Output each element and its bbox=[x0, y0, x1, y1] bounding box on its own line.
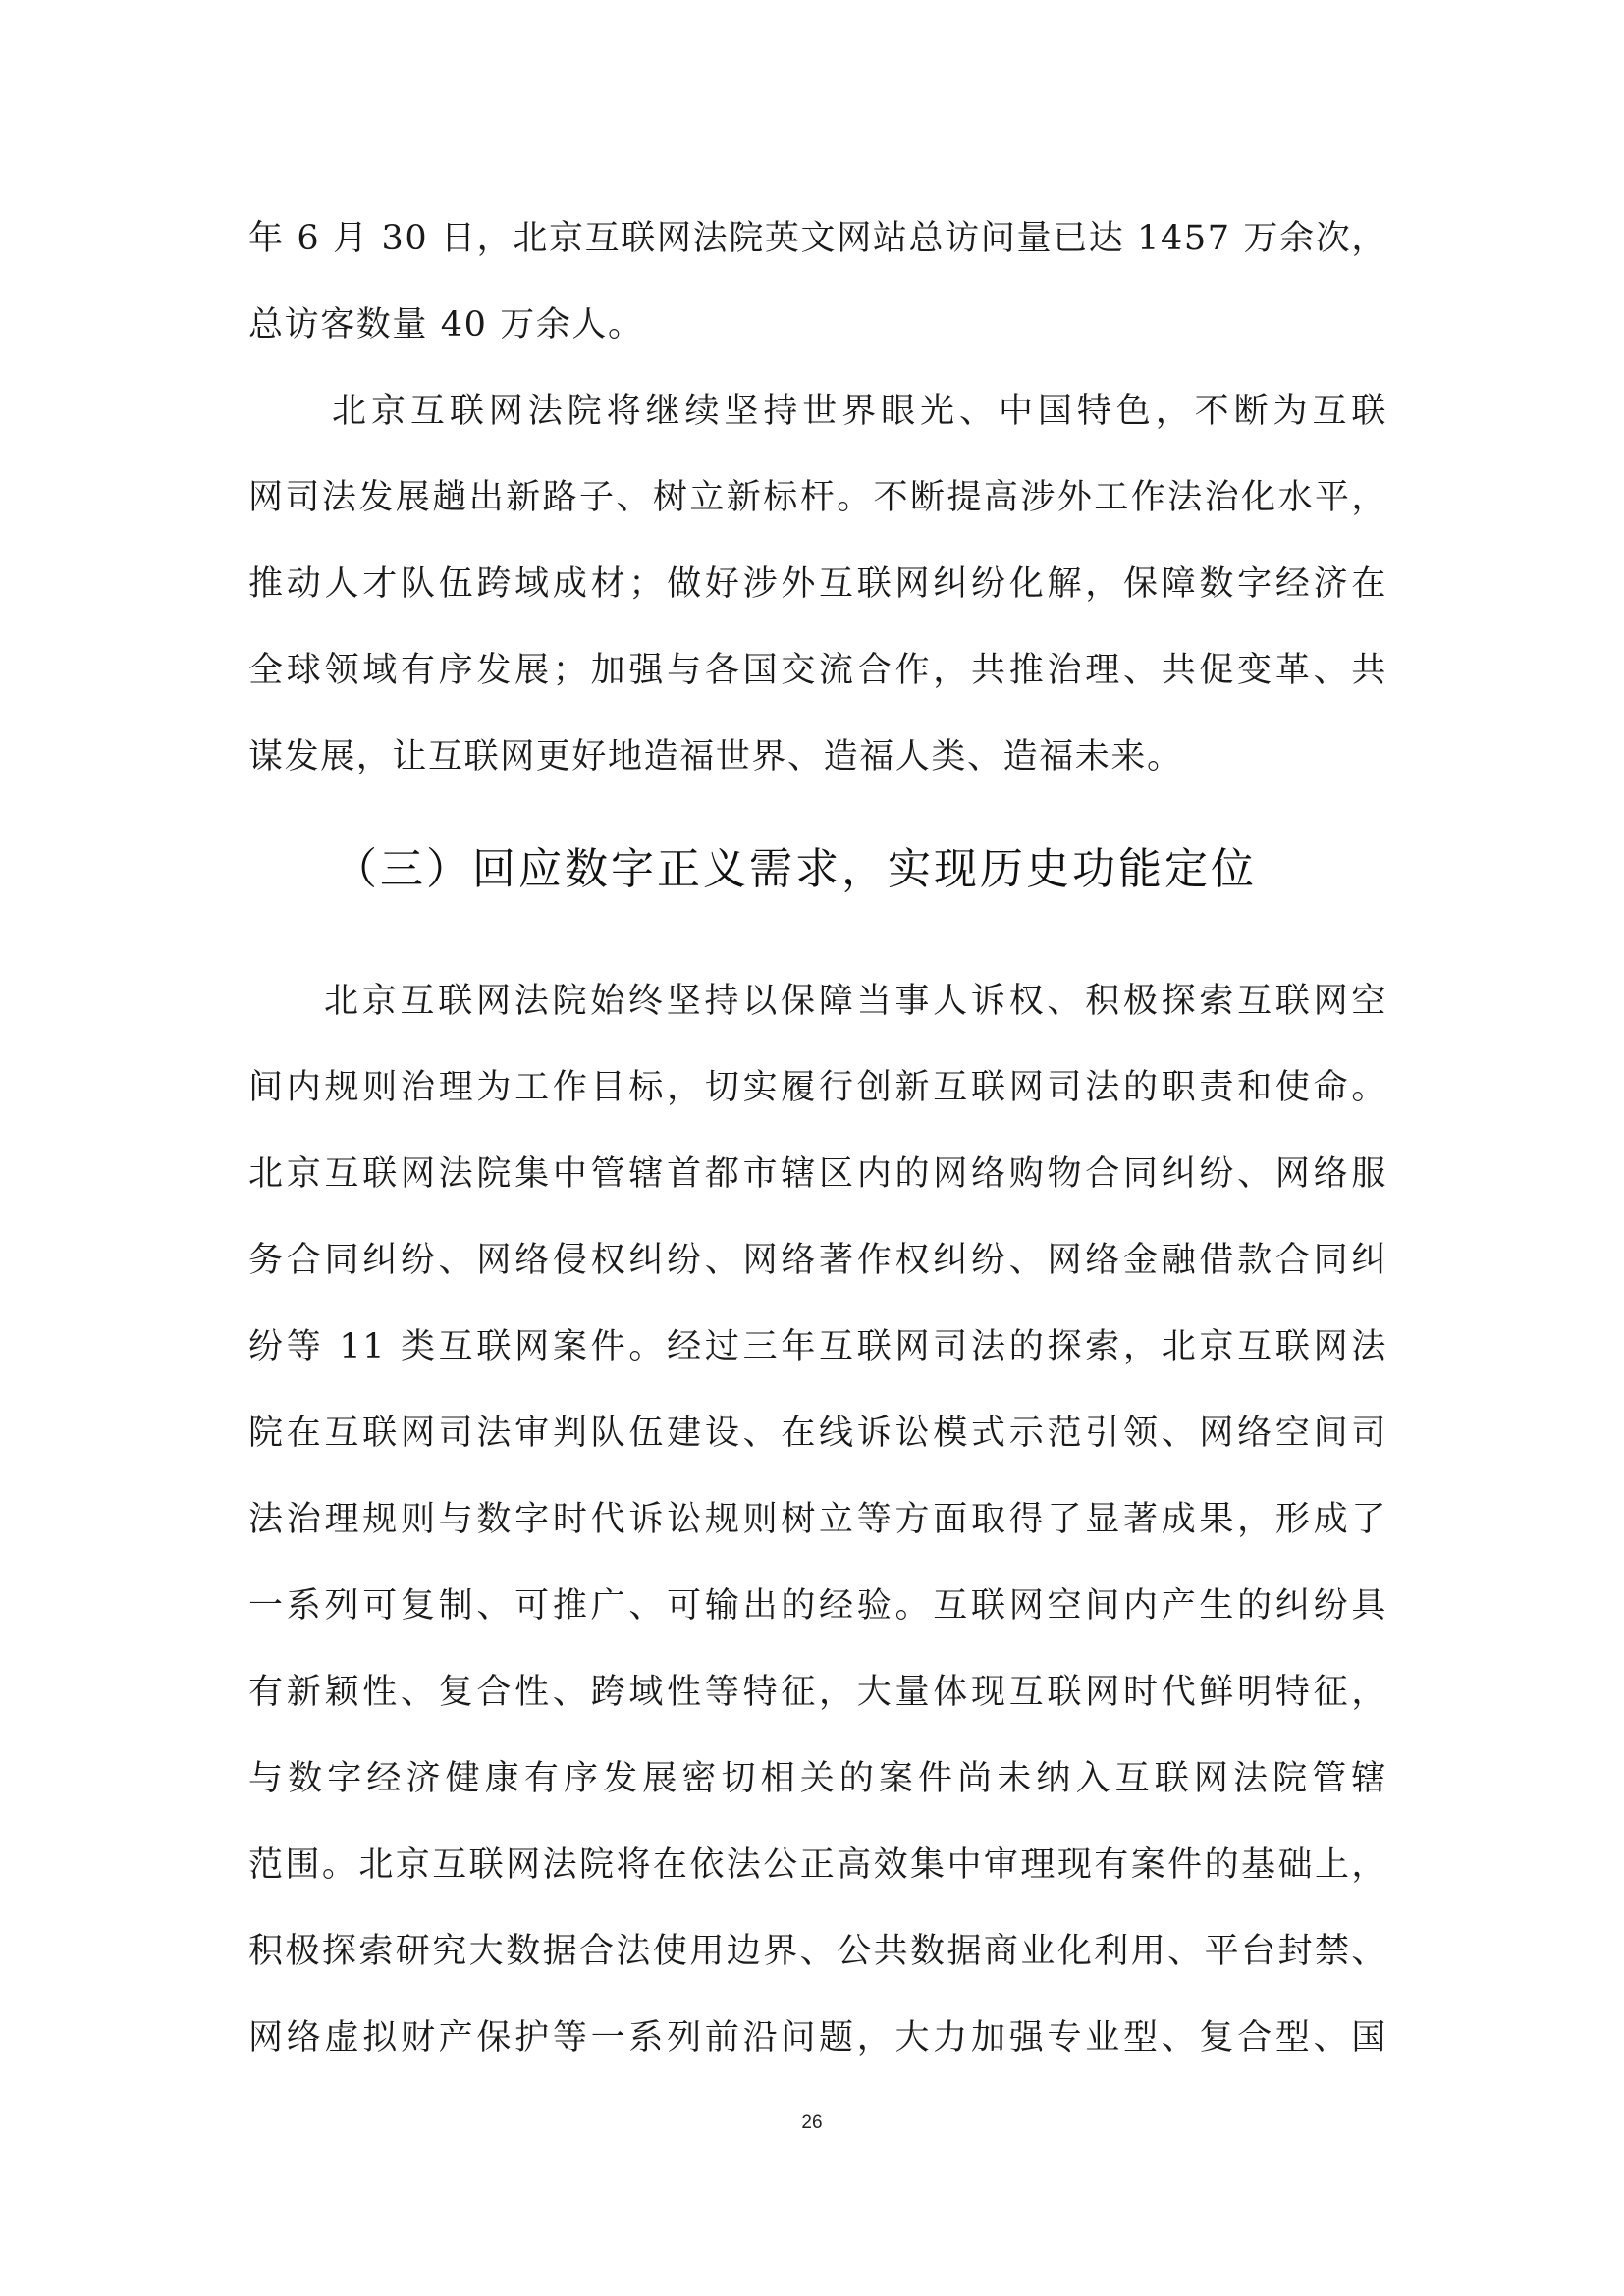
body-text-line: 北京互联网法院将继续坚持世界眼光、中国特色，不断为互联 bbox=[332, 392, 1387, 431]
body-text-line: 务合同纠纷、网络侵权纠纷、网络著作权纠纷、网络金融借款合同纠 bbox=[248, 1241, 1387, 1280]
body-text-line: 一系列可复制、可推广、可输出的经验。互联网空间内产生的纠纷具 bbox=[248, 1586, 1387, 1626]
body-text-line: 积极探索研究大数据合法使用边界、公共数据商业化利用、平台封禁、 bbox=[248, 1932, 1387, 1971]
body-text-line: 北京互联网法院始终坚持以保障当事人诉权、积极探索互联网空 bbox=[324, 982, 1387, 1021]
body-text-line: 北京互联网法院集中管辖首都市辖区内的网络购物合同纠纷、网络服 bbox=[248, 1154, 1387, 1194]
body-text-line: 推动人才队伍跨域成材；做好涉外互联网纠纷化解，保障数字经济在 bbox=[248, 564, 1387, 604]
body-text-line: 网络虚拟财产保护等一系列前沿问题，大力加强专业型、复合型、国 bbox=[248, 2018, 1387, 2057]
body-text-line: 谋发展，让互联网更好地造福世界、造福人类、造福未来。 bbox=[248, 737, 1183, 776]
body-text-line: 间内规则治理为工作目标，切实履行创新互联网司法的职责和使命。 bbox=[248, 1068, 1387, 1107]
body-text-line: 网司法发展趟出新路子、树立新标杆。不断提高涉外工作法治化水平， bbox=[248, 478, 1387, 517]
body-text-line: 法治理规则与数字时代诉讼规则树立等方面取得了显著成果，形成了 bbox=[248, 1500, 1387, 1539]
page-number: 26 bbox=[801, 2112, 823, 2133]
body-text-line: 与数字经济健康有序发展密切相关的案件尚未纳入互联网法院管辖 bbox=[248, 1759, 1387, 1798]
body-text-line: 总访客数量 40 万余人。 bbox=[248, 305, 644, 345]
body-text-line: 有新颖性、复合性、跨域性等特征，大量体现互联网时代鲜明特征， bbox=[248, 1673, 1387, 1712]
body-text-line: 纷等 11 类互联网案件。经过三年互联网司法的探索，北京互联网法 bbox=[248, 1327, 1387, 1366]
body-text-line: 范围。北京互联网法院将在依法公正高效集中审理现有案件的基础上， bbox=[248, 1845, 1387, 1885]
body-text-line: 全球领域有序发展；加强与各国交流合作，共推治理、共促变革、共 bbox=[248, 651, 1387, 690]
section-heading: （三）回应数字正义需求，实现历史功能定位 bbox=[334, 844, 1257, 894]
body-text-line: 年 6 月 30 日，北京互联网法院英文网站总访问量已达 1457 万余次， bbox=[248, 219, 1387, 258]
body-text-line: 院在互联网司法审判队伍建设、在线诉讼模式示范引领、网络空间司 bbox=[248, 1414, 1387, 1453]
